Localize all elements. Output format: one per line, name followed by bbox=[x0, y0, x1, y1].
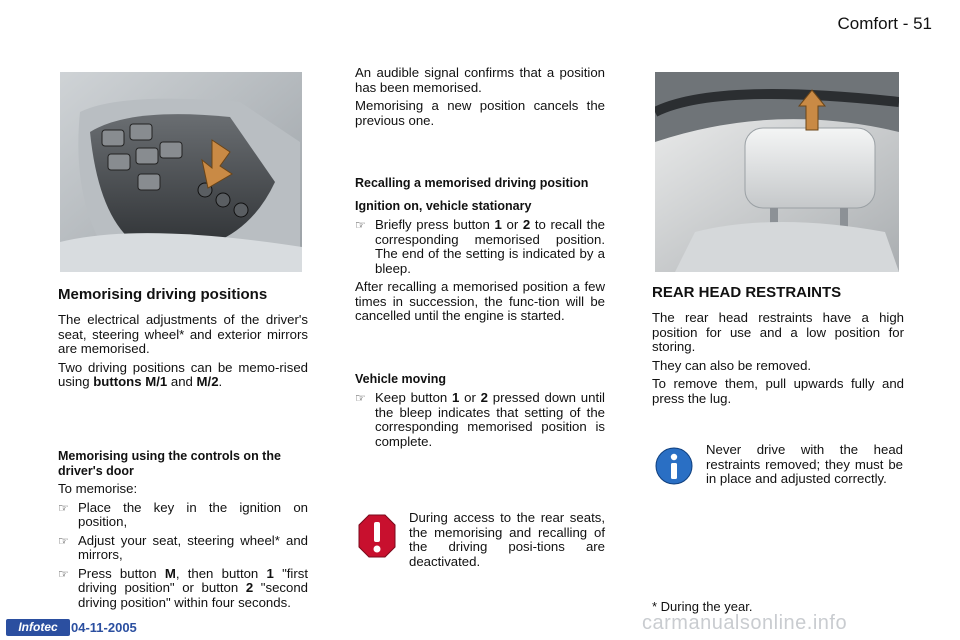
column-1-lower bbox=[58, 449, 308, 610]
footer-date: 04-11-2005 bbox=[71, 620, 137, 635]
bold-text: 2 bbox=[245, 580, 254, 595]
bold-text: buttons M/1 bbox=[93, 374, 168, 389]
bold-text: 2 bbox=[480, 390, 489, 405]
text: pressed down until the bleep indicates that setting of the corresponding memorised position is complete. bbox=[375, 390, 605, 449]
text: or bbox=[459, 390, 481, 405]
paragraph: After recalling a memorised position a few times in succession, the func-tion will be cancelled until the engine is started. bbox=[355, 279, 605, 323]
text: Keep button bbox=[375, 390, 453, 405]
column-3 bbox=[652, 284, 904, 406]
bullet-item bbox=[58, 534, 308, 563]
bold-text: 1 bbox=[452, 390, 460, 405]
text: and bbox=[167, 374, 197, 389]
column-1 bbox=[58, 286, 308, 390]
text: Adjust your seat, steering wheel* and mirrors, bbox=[78, 532, 308, 562]
column-2-middle bbox=[355, 176, 605, 324]
bold-text: 1 bbox=[266, 565, 274, 581]
footer-brand-badge bbox=[6, 619, 70, 636]
paragraph: To remove them, pull upwards fully and press the lug. bbox=[652, 376, 904, 406]
door-controls-illustration bbox=[60, 72, 302, 272]
text: , then button bbox=[175, 565, 267, 581]
paragraph: An audible signal confirms that a position has been memorised. bbox=[355, 65, 605, 95]
exclamation-octagon-icon bbox=[358, 514, 396, 558]
text: "first driving position" or button bbox=[78, 565, 308, 595]
footnote: * During the year. bbox=[652, 599, 753, 614]
pointing-hand-icon: ☞ bbox=[58, 500, 69, 515]
column-2-top bbox=[355, 66, 605, 128]
column-2-lower bbox=[355, 372, 605, 449]
bullet-item bbox=[355, 218, 605, 276]
page-header: Comfort - 51 bbox=[837, 14, 932, 33]
subheading-ignition: Ignition on, vehicle stationary bbox=[355, 199, 532, 213]
bold-text: 2 bbox=[522, 217, 531, 232]
subheading-vehicle-moving: Vehicle moving bbox=[355, 372, 447, 386]
bold-text: M bbox=[164, 565, 176, 581]
info-icon bbox=[655, 446, 693, 486]
text: "second driving position" within four seconds. bbox=[78, 580, 309, 610]
section-heading-rear-head-restraints: REAR HEAD RESTRAINTS bbox=[652, 284, 842, 301]
paragraph: To memorise: bbox=[58, 481, 138, 496]
head-restraint-photo bbox=[655, 72, 899, 272]
warning-icon bbox=[358, 514, 396, 558]
subheading-recalling: Recalling a memorised driving position bbox=[355, 176, 589, 190]
bold-text: M/2 bbox=[196, 374, 219, 389]
paragraph: They can also be removed. bbox=[652, 357, 812, 373]
text: to recall the corresponding memorised position. The end of the setting is indicated by a bleep. bbox=[375, 217, 606, 276]
brand-logo-text: Infotec bbox=[18, 620, 58, 634]
paragraph bbox=[58, 361, 308, 390]
text: Place the key in the ignition on position, bbox=[78, 499, 308, 529]
footer-watermark: carmanualsonline.info bbox=[642, 612, 848, 634]
warning-text: During access to the rear seats, the memorising and recalling of the driving posi-tions are deactivated. bbox=[409, 510, 605, 569]
door-controls-photo bbox=[60, 72, 302, 272]
text: . bbox=[218, 374, 223, 389]
text: Briefly press button bbox=[375, 217, 495, 232]
information-circle-icon bbox=[655, 446, 693, 486]
text: Two driving positions can be memo-rised using bbox=[58, 359, 308, 389]
info-text: Never drive with the head restraints removed; they must be in place and adjusted correctly. bbox=[706, 442, 903, 486]
head-restraint-illustration bbox=[655, 72, 899, 272]
text: Press button bbox=[78, 565, 165, 581]
pointing-hand-icon: ☞ bbox=[58, 566, 69, 581]
bullet-item bbox=[355, 391, 605, 449]
bold-text: 1 bbox=[494, 217, 502, 232]
bullet-item bbox=[58, 501, 308, 530]
paragraph: Memorising a new position cancels the previous one. bbox=[355, 98, 605, 128]
pointing-hand-icon: ☞ bbox=[355, 218, 366, 232]
paragraph: The electrical adjustments of the driver's seat, steering wheel* and exterior mirrors are memorised. bbox=[58, 312, 308, 356]
paragraph: The rear head restraints have a high position for use and a low position for storing. bbox=[652, 310, 904, 354]
text: or bbox=[501, 217, 523, 232]
section-heading-memorising: Memorising driving positions bbox=[58, 286, 268, 303]
bullet-item bbox=[58, 567, 308, 611]
pointing-hand-icon: ☞ bbox=[58, 533, 69, 548]
pointing-hand-icon: ☞ bbox=[355, 391, 366, 405]
subheading-door-controls: Memorising using the controls on the driver's door bbox=[58, 449, 281, 478]
